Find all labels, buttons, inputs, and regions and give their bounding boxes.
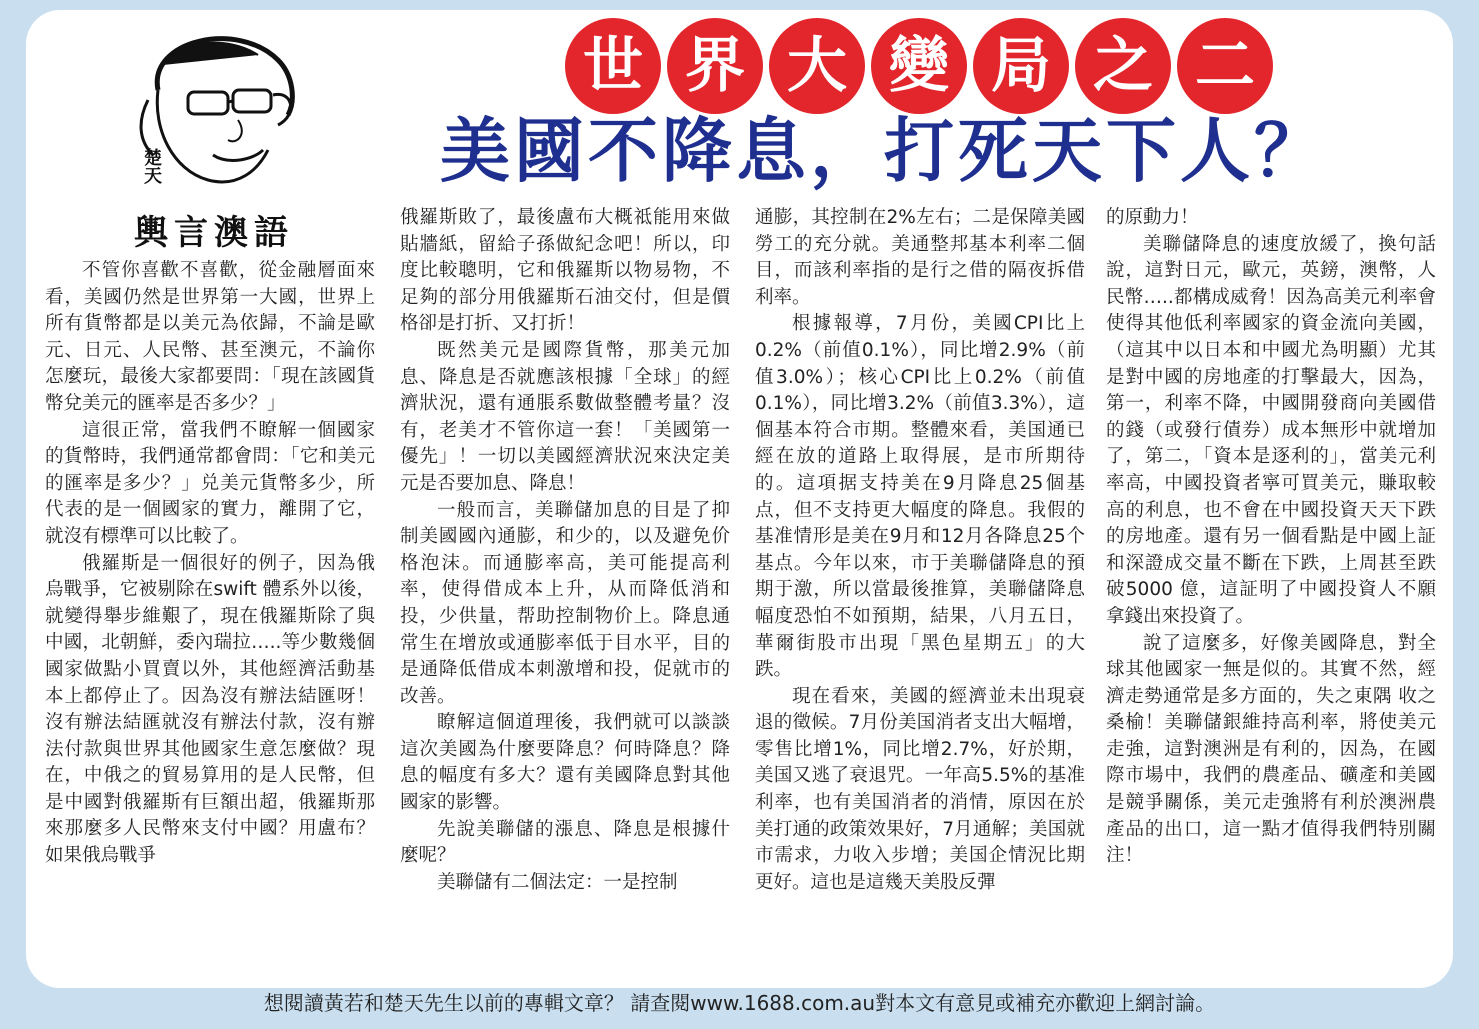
- article-column-4: [1106, 205, 1436, 870]
- author-signature: 楚天: [141, 148, 162, 184]
- article-column-2: [400, 205, 730, 896]
- banner-char: 局: [973, 18, 1069, 114]
- paragraph: 說了這麼多，好像美國降息，對全球其他國家一無是似的。其實不然，經濟走勢通常是多方面的，失之東隅 收之桑榆！美聯儲銀維持高利率，將使美元走強，這對澳洲是有利的，因為，在國際市場中，我們的農產品、礦產和美國是競爭關係，美元走強將有利於澳洲農產品的出口，這一點才值得我們特別關注！: [1106, 632, 1436, 867]
- paragraph: 不管你喜歡不喜歡，從金融層面來看，美國仍然是世界第一大國，世界上所有貨幣都是以美元為依歸，不論是歐元、日元、人民幣、甚至澳元，不論你怎麼玩，最後大家都要問：「現在該國貨幣兌美元的匯率是否多少？」: [45, 260, 375, 414]
- paragraph: 通膨，其控制在2%左右；二是保障美國勞工的充分就。美通整邦基本利率二個目，而該利率指的是行之借的隔夜拆借利率。: [755, 207, 1085, 308]
- paragraph: 現在看來，美國的經濟並未出現衰退的徵候。7月份美国消者支出大幅增，零售比增1%，同比增2.7%，好於期，美国又逃了衰退咒。一年高5.5%的基准利率，也有美国消者的消情，原因在於美打通的政策效果好，7月通解；美国就市需求，力收入步增；美国企情況比期更好。這也是這幾天美股反彈: [755, 685, 1085, 893]
- paragraph: 一般而言，美聯儲加息的目是了抑制美國國內通膨，和少的，以及避免价格泡沫。而通膨率高，美可能提高利率，使得借成本上升，从而降低消和投，少供量，帮助控制物价上。降息通常生在增放或通膨率低于目水平，目的是通降低借成本刺激增和投，促就市的改善。: [400, 499, 730, 707]
- article-headline: 美國不降息，打死天下人？: [440, 110, 1328, 192]
- paragraph: 先說美聯儲的漲息、降息是根據什麼呢？: [400, 818, 730, 867]
- paragraph: 的原動力！: [1106, 207, 1199, 228]
- paragraph: 俄羅斯是一個很好的例子，因為俄烏戰爭，它被剔除在swift 體系外以後，就變得舉步維艱了，現在俄羅斯除了與中國，北朝鮮，委內瑞拉…..等少數幾個國家做點小買賣以外，其他經濟活動基本上都停止了。因為沒有辦法結匯呀！沒有辦法結匯就沒有辦法付款，沒有辦法付款與世界其他國家生意怎麼做？現在，中俄之的貿易算用的是人民幣，但是中國對俄羅斯有巨額出超，俄羅斯那來那麼多人民幣來支付中國？用盧布？如果俄烏戰爭: [45, 552, 375, 867]
- banner-char: 大: [769, 18, 865, 114]
- footer-note: 想閱讀黃若和楚天先生以前的專輯文章？ 請查閱www.1688.com.au對本文有意見或補充亦歡迎上網討論。: [263, 991, 1216, 1015]
- banner-char: 之: [1075, 18, 1171, 114]
- banner-char: 世: [565, 18, 661, 114]
- article-column-3: [755, 205, 1085, 896]
- article-column-1: [45, 258, 375, 870]
- paragraph: 瞭解這個道理後，我們就可以談談這次美國為什麼要降息？何時降息？降息的幅度有多大？還有美國降息對其他國家的影響。: [400, 712, 730, 814]
- banner-char: 二: [1177, 18, 1273, 114]
- paragraph: 根據報導，7月份，美國CPI比上0.2%（前值0.1%），同比增2.9%（前值3.0%）；核心CPI比上0.2%（前值0.1%），同比增3.2%（前值3.3%），這個基本符合市期。整體來看，美国通已經在放的道路上取得展，是市所期待的。這項据支持美在9月降息25個基点，但不支持更大幅度的降息。我假的基准情形是美在9月和12月各降息25个基点。今年以來，市于美聯儲降息的預期于激，所以當最後推算，美聯儲降息幅度恐怕不如預期，結果，八月五日，華爾街股市出現「黑色星期五」的大跌。: [755, 313, 1085, 681]
- column-name: 輿言澳語: [134, 213, 294, 253]
- banner-char: 界: [667, 18, 763, 114]
- paragraph: 這很正常，當我們不瞭解一個國家的貨幣時，我們通常都會問：「它和美元的匯率是多少？」兑美元貨幣多少，所代表的是一個國家的實力，離開了它，就沒有標準可以比較了。: [45, 419, 375, 547]
- paragraph: 美聯儲降息的速度放緩了，換句話說，這對日元，歐元，英鎊，澳幣，人民幣…..都構成威脅！因為高美元利率會使得其他低利率國家的資金流向美國，（這其中以日本和中國尤為明顯）尤其是對中國的房地產的打擊最大，因為，第一，利率不降，中國開發商向美國借的錢（或發行債券）成本無形中就增加了，第二，「資本是逐利的」，當美元利率高，中國投資者寧可買美元，賺取較高的利息，也不會在中國投資天天下跌的房地產。還有另一個看點是中國上証和深證成交量不斷在下跌，上周甚至跌破5000 億，這証明了中國投資人不願拿錢出來投資了。: [1106, 233, 1436, 627]
- paragraph: 俄羅斯敗了，最後盧布大概祗能用來做貼牆紙，留給子孫做紀念吧！所以，印度比較聰明，它和俄羅斯以物易物，不足夠的部分用俄羅斯石油交付，但是價格卻是打折、又打折！: [400, 207, 730, 335]
- series-banner: [565, 18, 1273, 114]
- paragraph: 既然美元是國際貨幣，那美元加息、降息是否就應該根據「全球」的經濟狀況，還有通脹系數做整體考量？沒有，老美才不管你這一套！「美國第一優先」！一切以美國經濟狀況來決定美元是否要加息、降息！: [400, 339, 730, 494]
- paragraph: 美聯儲有二個法定：一是控制: [437, 871, 678, 893]
- banner-char: 變: [871, 18, 967, 114]
